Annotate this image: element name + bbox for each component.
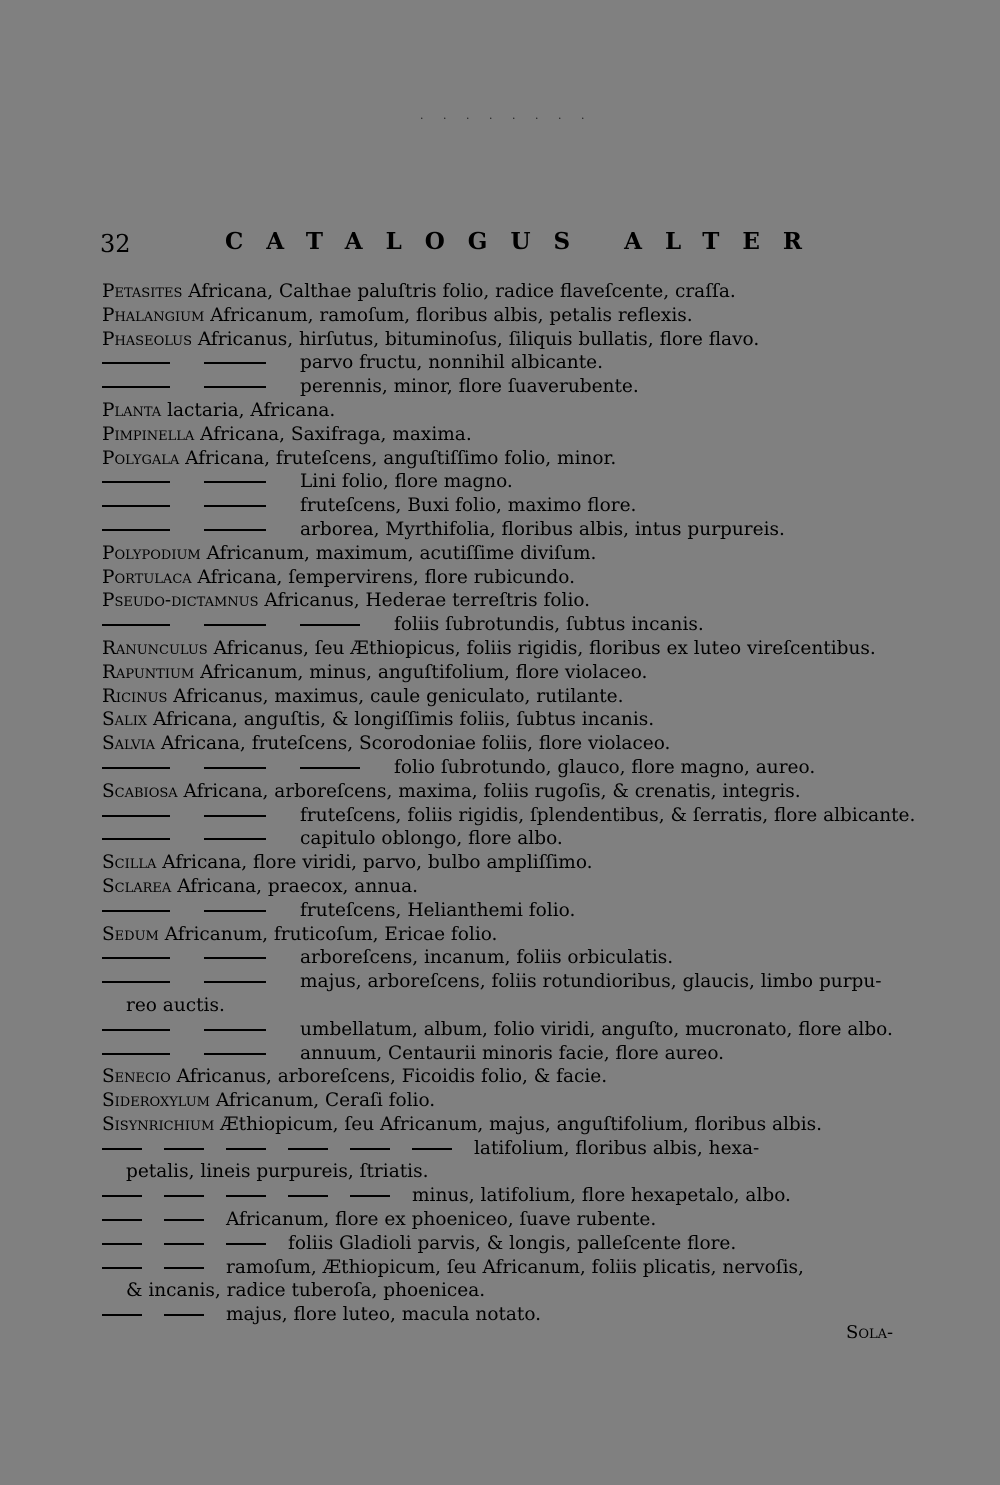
entry-text: Africanus, arboreſcens, Ficoidis folio, & facie.	[170, 1066, 608, 1088]
genus-name: Scabiosa	[102, 780, 178, 802]
entry-variety	[102, 899, 902, 923]
ditto-dash	[412, 1148, 452, 1150]
catalogue-entry	[102, 542, 902, 566]
catalogue-entry	[102, 1065, 902, 1089]
ditto-dash	[204, 386, 266, 388]
entry-text: umbellatum, album, folio viridi, anguſto, mucronato, flore albo.	[300, 1018, 893, 1040]
ditto-dash	[102, 1195, 142, 1197]
page-number: 32	[100, 230, 131, 258]
entry-variety	[102, 613, 902, 637]
catalogue-entry	[102, 875, 902, 899]
catalogue-entry	[102, 637, 902, 661]
genus-name: Sedum	[102, 923, 159, 945]
ditto-dash	[204, 1029, 266, 1031]
entry-text: minus, latifolium, flore hexapetalo, albo.	[412, 1185, 791, 1207]
ditto-dash	[102, 1314, 142, 1316]
entry-text: fruteſcens, Helianthemi folio.	[300, 899, 576, 921]
entry-text: Africana, flore viridi, parvo, bulbo ampliſſimo.	[156, 852, 593, 874]
catalogue-entries	[102, 280, 916, 1327]
entry-variety	[102, 1137, 902, 1161]
entry-variety	[102, 375, 902, 399]
ditto-dash	[350, 1195, 390, 1197]
entry-text: Africanus, ſeu Æthiopicus, foliis rigidis, floribus ex luteo vireſcentibus.	[207, 637, 876, 659]
genus-name: Phalangium	[102, 304, 205, 326]
genus-name: Polypodium	[102, 542, 201, 564]
entry-text: parvo fructu, nonnihil albicante.	[300, 352, 603, 374]
entry-text: Africana, arboreſcens, maxima, foliis rugoſis, & crenatis, integris.	[177, 780, 801, 802]
ditto-dash	[226, 1195, 266, 1197]
ditto-dash	[204, 529, 266, 531]
entry-text: foliis Gladioli parvis, & longis, palleſcente flore.	[288, 1232, 737, 1254]
entry-text: Africana, Saxifraga, maxima.	[194, 423, 472, 445]
genus-name: Sideroxylum	[102, 1090, 210, 1112]
ditto-dash	[164, 1219, 204, 1221]
ditto-dash	[300, 767, 360, 769]
catalogue-entry	[102, 732, 902, 756]
entry-text: Africana, fruteſcens, Scorodoniae foliis, flore violaceo.	[155, 733, 671, 755]
catalogue-entry	[102, 423, 902, 447]
genus-name: Ranunculus	[102, 637, 208, 659]
entry-variety	[102, 470, 902, 494]
entry-continuation	[102, 1160, 902, 1184]
ditto-dash	[164, 1243, 204, 1245]
ditto-dash	[164, 1148, 204, 1150]
catalogue-entry	[102, 447, 902, 471]
ditto-dash	[102, 386, 170, 388]
entry-variety	[102, 1042, 902, 1066]
entry-text: Africanum, maximum, acutiſſime diviſum.	[200, 542, 597, 564]
ditto-dash	[102, 1219, 142, 1221]
entry-text: fruteſcens, foliis rigidis, ſplendentibus, & ſerratis, flore albicante.	[300, 804, 916, 826]
entry-text: Africanum, Ceraſi folio.	[209, 1090, 436, 1112]
entry-text: latifolium, floribus albis, hexa-	[474, 1137, 760, 1159]
entry-text: Africana, praecox, annua.	[171, 875, 418, 897]
ditto-dash	[102, 1267, 142, 1269]
entry-variety	[102, 970, 902, 994]
ditto-dash	[204, 910, 266, 912]
ditto-dash	[164, 1267, 204, 1269]
genus-name: Senecio	[102, 1066, 171, 1088]
ditto-dash	[102, 362, 170, 364]
entry-text: Africanum, ramoſum, floribus albis, petalis reflexis.	[204, 304, 693, 326]
entry-text: Africana, fruteſcens, anguſtiſſimo folio, minor.	[179, 447, 617, 469]
entry-text: Africanum, minus, anguſtifolium, flore violaceo.	[194, 661, 648, 683]
ditto-dash	[102, 1053, 170, 1055]
entry-variety	[102, 946, 902, 970]
catalogue-entry	[102, 589, 902, 613]
entry-text: fruteſcens, Buxi folio, maximo flore.	[300, 495, 637, 517]
entry-variety	[102, 1256, 902, 1280]
entry-variety	[102, 1303, 902, 1327]
entry-text: majus, flore luteo, macula notato.	[226, 1304, 542, 1326]
ditto-dash	[204, 481, 266, 483]
entry-text: Africanus, hirſutus, bituminoſus, ſiliquis bullatis, flore flavo.	[192, 328, 760, 350]
entry-text: petalis, lineis purpureis, ſtriatis.	[126, 1161, 429, 1183]
entry-text: arboreſcens, incanum, foliis orbiculatis.	[300, 947, 674, 969]
ditto-dash	[164, 1314, 204, 1316]
ditto-dash	[102, 505, 170, 507]
catalogue-entry	[102, 780, 902, 804]
catalogue-entry	[102, 708, 902, 732]
catalogue-entry	[102, 1113, 902, 1137]
catalogue-entry	[102, 661, 902, 685]
entry-text: & incanis, radice tuberoſa, phoenicea.	[126, 1280, 486, 1302]
entry-variety	[102, 1184, 902, 1208]
ditto-dash	[102, 910, 170, 912]
entry-text: Africanum, flore ex phoeniceo, ſuave rubente.	[226, 1209, 657, 1231]
ditto-dash	[102, 815, 170, 817]
genus-name: Salix	[102, 709, 148, 731]
ditto-dash	[204, 1053, 266, 1055]
catalogue-entry	[102, 851, 902, 875]
entry-continuation	[102, 994, 902, 1018]
ditto-dash	[204, 981, 266, 983]
entry-variety	[102, 494, 902, 518]
ditto-dash	[102, 838, 170, 840]
ditto-dash	[102, 767, 170, 769]
entry-text: perennis, minor, flore ſuaverubente.	[300, 376, 639, 398]
entry-text: Africanus, maximus, caule geniculato, rutilante.	[167, 685, 624, 707]
ditto-dash	[164, 1195, 204, 1197]
genus-name: Phaseolus	[102, 328, 193, 350]
entry-text: Africanum, fruticoſum, Ericae folio.	[158, 923, 498, 945]
entry-text: foliis ſubrotundis, ſubtus incanis.	[394, 614, 704, 636]
entry-continuation	[102, 1279, 902, 1303]
ditto-dash	[204, 815, 266, 817]
scan-specks: · · · · · · · ·	[420, 112, 593, 125]
catchword: Sola-	[846, 1322, 894, 1343]
ditto-dash	[204, 838, 266, 840]
entry-text: ramoſum, Æthiopicum, ſeu Africanum, foliis plicatis, nervoſis,	[226, 1256, 804, 1278]
genus-name: Rapuntium	[102, 661, 195, 683]
entry-text: lactaria, Africana.	[161, 399, 336, 421]
catalogue-entry	[102, 566, 902, 590]
entry-variety	[102, 1208, 902, 1232]
genus-name: Sclarea	[102, 875, 172, 897]
genus-name: Sisynrichium	[102, 1113, 215, 1135]
ditto-dash	[288, 1195, 328, 1197]
catalogue-entry	[102, 304, 902, 328]
ditto-dash	[102, 1029, 170, 1031]
ditto-dash	[102, 1243, 142, 1245]
entry-variety	[102, 827, 902, 851]
ditto-dash	[350, 1148, 390, 1150]
catalogue-entry	[102, 923, 902, 947]
entry-variety	[102, 1018, 902, 1042]
genus-name: Pimpinella	[102, 423, 195, 445]
entry-variety	[102, 518, 902, 542]
catalogue-entry	[102, 1089, 902, 1113]
ditto-dash	[102, 957, 170, 959]
entry-text: Lini folio, flore magno.	[300, 471, 513, 493]
ditto-dash	[102, 624, 170, 626]
ditto-dash	[102, 481, 170, 483]
ditto-dash	[102, 529, 170, 531]
catalogue-entry	[102, 399, 902, 423]
entry-text: Africana, anguſtis, & longiſſimis foliis, ſubtus incanis.	[147, 709, 655, 731]
ditto-dash	[226, 1148, 266, 1150]
genus-name: Pseudo-dictamnus	[102, 590, 259, 612]
entry-text: Africana, Calthae paluſtris folio, radice flaveſcente, craſſa.	[182, 281, 736, 302]
ditto-dash	[102, 981, 170, 983]
catalogue-entry	[102, 328, 902, 352]
genus-name: Planta	[102, 399, 162, 421]
catalogue-entry	[102, 280, 902, 304]
entry-variety	[102, 756, 902, 780]
ditto-dash	[204, 362, 266, 364]
entry-text: folio ſubrotundo, glauco, flore magno, aureo.	[394, 756, 816, 778]
genus-name: Ricinus	[102, 685, 168, 707]
entry-variety	[102, 1232, 902, 1256]
entry-text: capitulo oblongo, flore albo.	[300, 828, 563, 850]
genus-name: Portulaca	[102, 566, 192, 588]
entry-text: arborea, Myrthifolia, floribus albis, intus purpureis.	[300, 518, 785, 540]
entry-text: Æthiopicum, ſeu Africanum, majus, anguſtifolium, floribus albis.	[214, 1113, 823, 1135]
ditto-dash	[204, 767, 266, 769]
entry-text: annuum, Centaurii minoris facie, flore aureo.	[300, 1042, 725, 1064]
ditto-dash	[288, 1148, 328, 1150]
ditto-dash	[300, 624, 360, 626]
ditto-dash	[204, 957, 266, 959]
running-head: CATALOGUS ALTER	[225, 228, 826, 255]
genus-name: Scilla	[102, 852, 157, 874]
ditto-dash	[226, 1243, 266, 1245]
genus-name: Salvia	[102, 733, 156, 755]
entry-variety	[102, 804, 916, 828]
catalogue-entry	[102, 685, 902, 709]
entry-text: Africana, ſempervirens, flore rubicundo.	[191, 566, 575, 588]
entry-text: reo auctis.	[126, 994, 225, 1016]
ditto-dash	[102, 1148, 142, 1150]
entry-text: Africanus, Hederae terreſtris folio.	[258, 590, 591, 612]
genus-name: Petasites	[102, 281, 183, 302]
ditto-dash	[204, 505, 266, 507]
entry-text: majus, arboreſcens, foliis rotundioribus, glaucis, limbo purpu-	[300, 971, 882, 993]
ditto-dash	[204, 624, 266, 626]
entry-variety	[102, 351, 902, 375]
genus-name: Polygala	[102, 447, 180, 469]
